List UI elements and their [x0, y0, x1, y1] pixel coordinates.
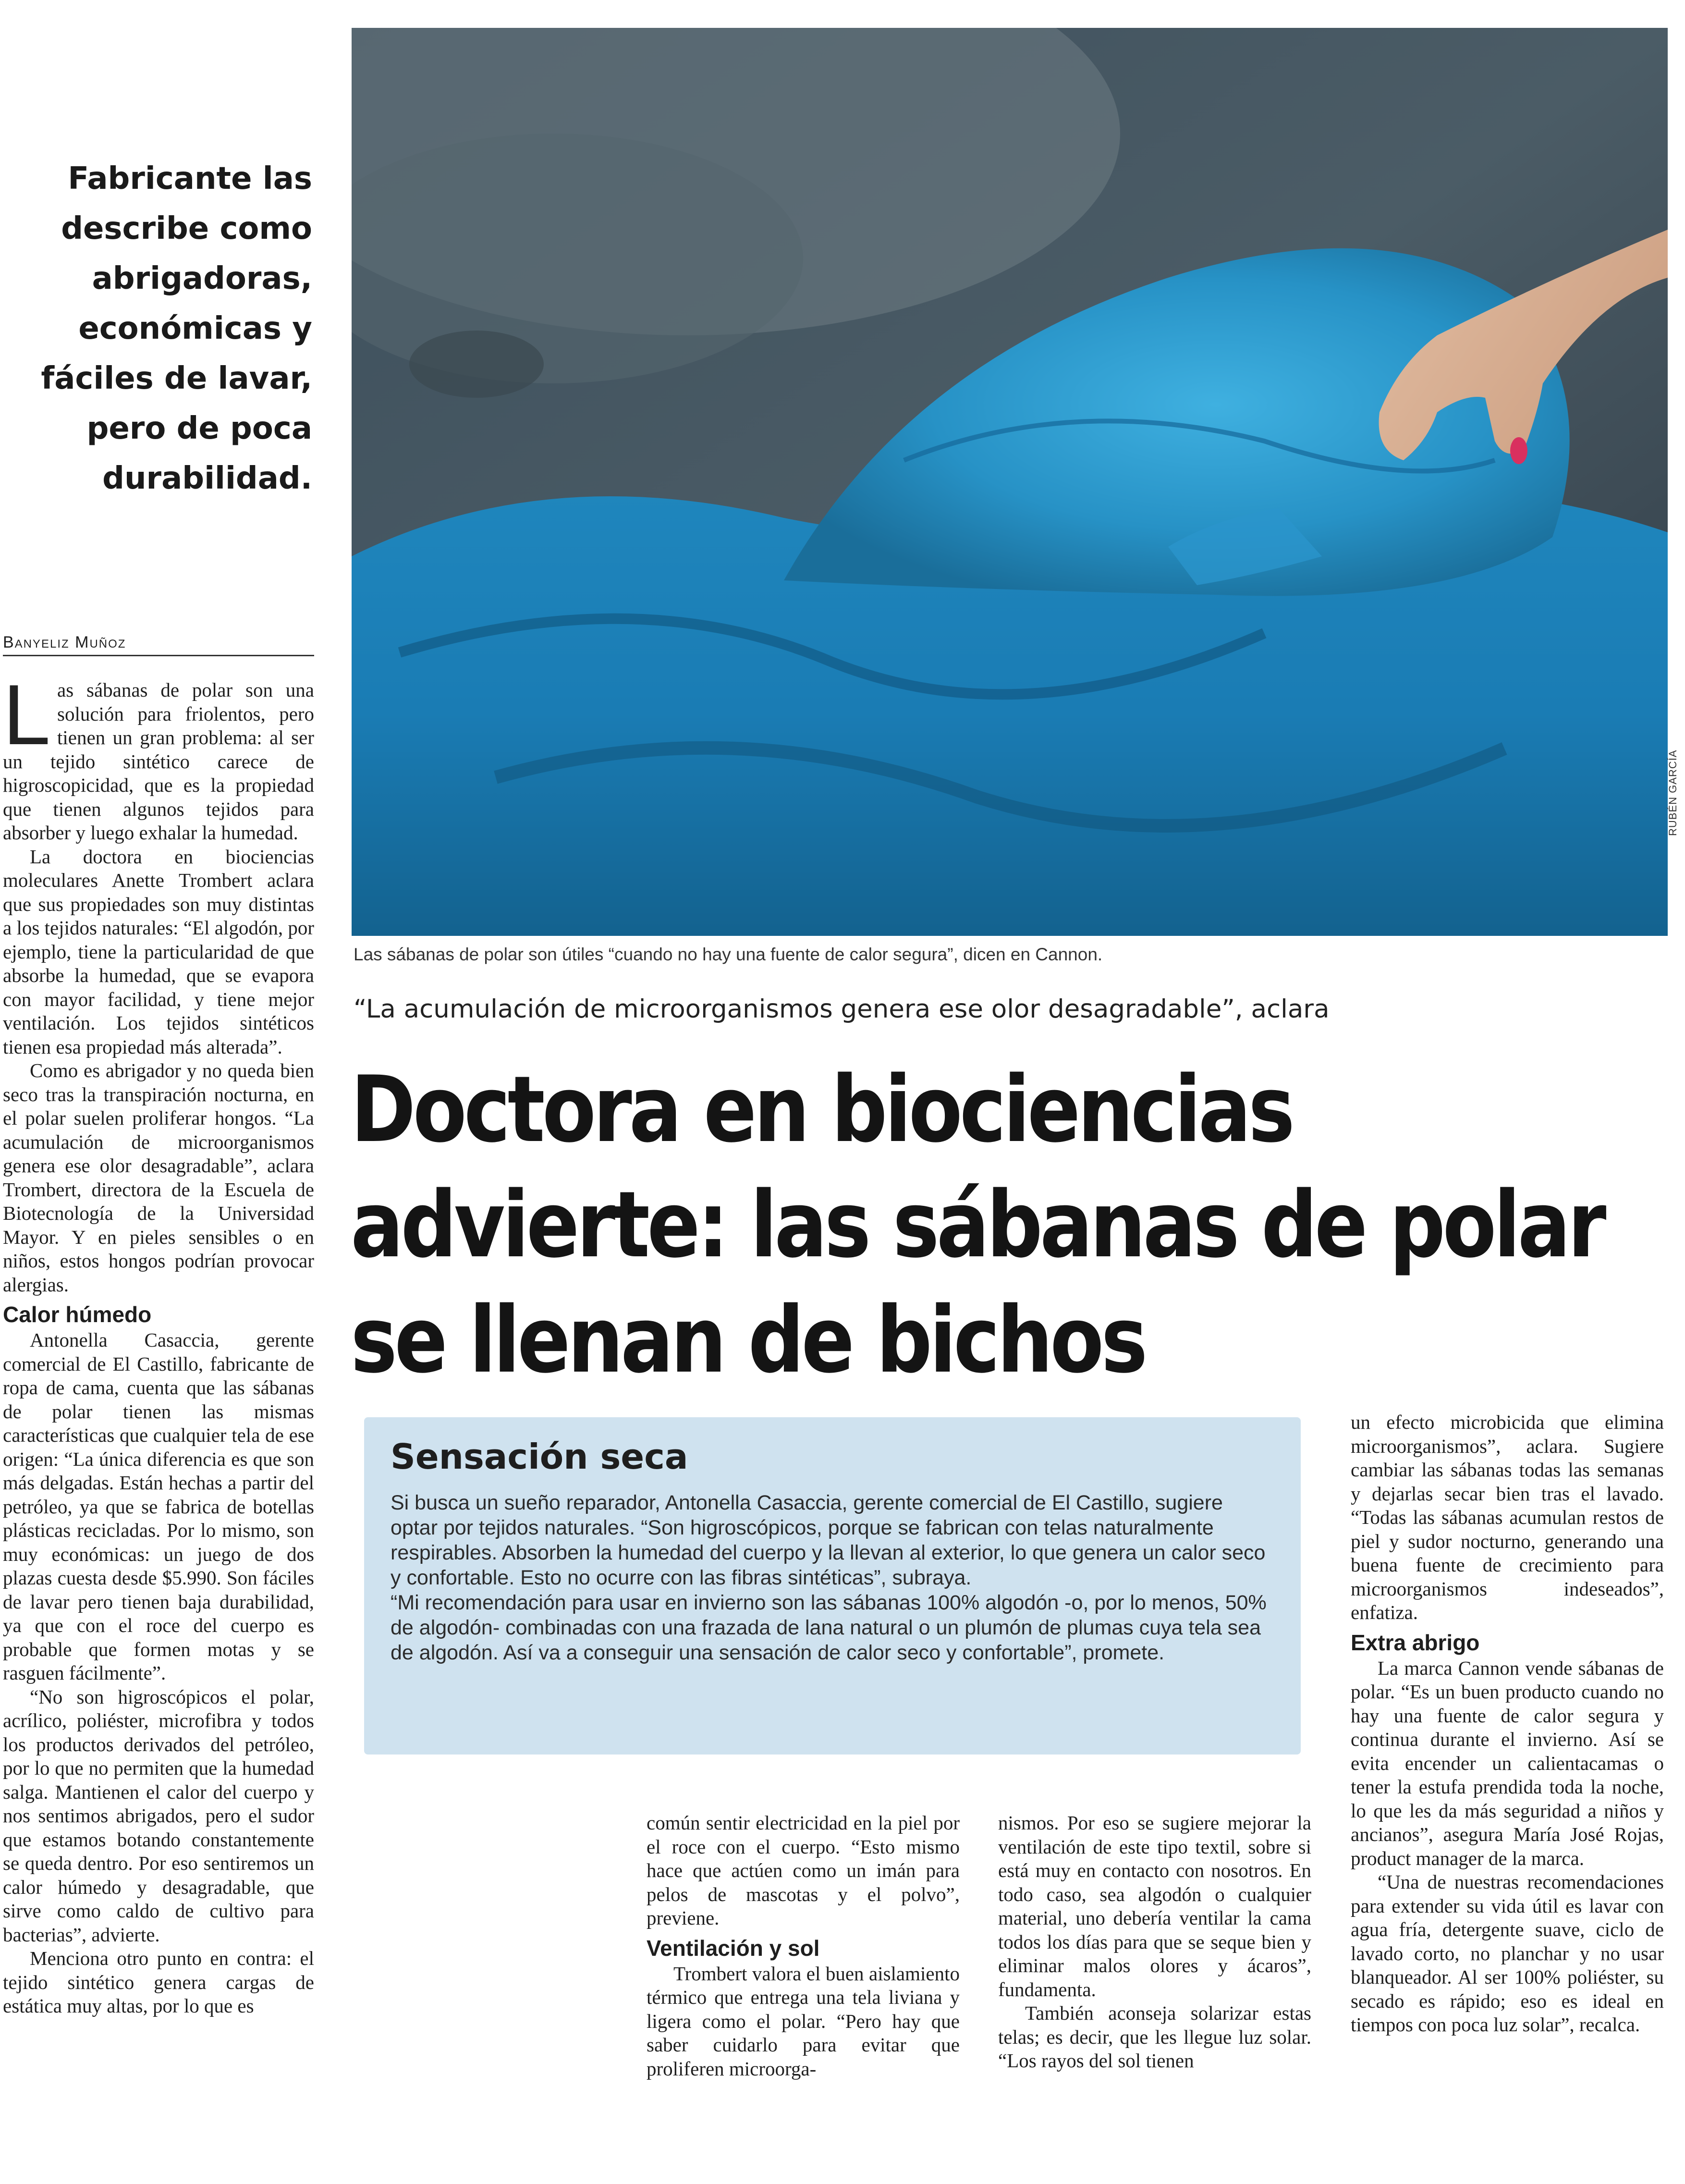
headline-line: Doctora en biociencias [351, 1056, 1293, 1163]
deck-line: abrigadoras, [92, 261, 312, 296]
paragraph-text: as sábanas de polar son una solución para friolentos, pero tienen un gran problema: al ser un tejido sintético carece de higroscopicidad, que es la propiedad que tienen algunos tejidos para absorber y luego exhalar la humedad. [3, 679, 314, 844]
paragraph [3, 667, 314, 845]
section-heading: Extra abrigo [1351, 1630, 1480, 1655]
paragraph: común sentir electricidad en la piel por el roce con el cuerpo. “Esto mismo hace que actúen como un imán para pelos de mascotas y el polvo”, previene. [647, 1812, 960, 1929]
headline-line: se llenan de bichos [351, 1287, 1145, 1393]
deck-line: describe como [61, 211, 312, 246]
fleece-sheets-image [352, 28, 1668, 936]
deck-line: económicas y [78, 311, 312, 346]
deck-line: Fabricante las [68, 161, 312, 196]
sidebar-title: Sensación seca [391, 1436, 688, 1477]
paragraph: Como es abrigador y no queda bien seco tras la transpiración nocturna, en el polar suelen proliferar hongos. “La acumulación de microorganismos genera ese olor desagradable”, aclara Trombert, directora de la Escuela de Biotecnología de la Universidad Mayor. Y en pieles sensibles o en niños, estos hongos podrían provocar alergias. [3, 1059, 314, 1296]
photo-credit: RUBÉN GARCÍA [1667, 749, 1679, 836]
sidebar-paragraph: “Mi recomendación para usar en invierno son las sábanas 100% algodón -o, por lo menos, 50% de algodón- combinadas con una frazada de lana natural o un plumón de plumas cuya tela sea de algodón. Así va a conseguir una sensación de calor seco y confortable”, promete. [391, 1591, 1267, 1664]
paragraph: un efecto microbicida que elimina microorganismos”, aclara. Sugiere cambiar las sábanas todas las semanas y dejarlas secar bien tras el lavado. “Todas las sábanas acumulan restos de piel y sudor nocturno, generando una buena fuente de crecimiento para microorganismos indeseados”, enfatiza. [1351, 1411, 1664, 1623]
drop-cap: L [3, 667, 50, 762]
deck-line: pero de poca [86, 411, 312, 446]
body-column-1 [3, 667, 314, 2018]
sidebar-box [364, 1417, 1301, 1755]
headline [351, 1052, 1604, 1398]
paragraph: La marca Cannon vende sábanas de polar. “Es un buen producto cuando no hay una fuente de calor segura y continua durante el invierno. Así se evita encender un calientacamas o tener la estufa prendida toda la noche, lo que les da más seguridad a niños y ancianos”, asegura María José Rojas, product manager de la marca. [1351, 1656, 1664, 1869]
paragraph: Trombert valora el buen aislamiento térmico que entrega una tela liviana y ligera como el polar. “Pero hay que saber cuidarlo para evitar que proliferen microorga- [647, 1962, 960, 2080]
sidebar-paragraph: Si busca un sueño reparador, Antonella Casaccia, gerente comercial de El Castillo, sugiere optar por tejidos naturales. “Son higroscópicos, porque se fabrican con telas naturalmente respirables. Absorben la humedad del cuerpo y la llevan al exterior, lo que genera un calor seco y confortable. Esto no ocurre con las fibras sintéticas”, subraya. [391, 1491, 1266, 1589]
paragraph: nismos. Por eso se sugiere mejorar la ventilación de este tipo textil, sobre si está muy en contacto con nosotros. En todo caso, sea algodón o cualquier material, uno debería ventilar la cama todos los días para que se seque bien y eliminar malos olores y ácaros”, fundamenta. [998, 1812, 1311, 2000]
paragraph: Antonella Casaccia, gerente comercial de El Castillo, fabricante de ropa de cama, cuenta que las sábanas de polar tienen las mismas características que cualquier tela de ese origen: “La única diferencia es que son más delgadas. Están hechas a partir del petróleo, ya que se fabrica de botellas plásticas recicladas. Por lo mismo, son muy económicas: un juego de dos plazas cuesta desde $5.990. Son fáciles de lavar pero tienen baja durabilidad, ya que con el roce del cuerpo es probable que formen motas y se rasguen fácilmente”. [3, 1329, 314, 1684]
body-column-4 [1351, 1411, 1664, 2037]
paragraph: “Una de nuestras recomendaciones para extender su vida útil es lavar con agua fría, detergente suave, ciclo de lavado corto, no planchar y no usar blanqueador. Al ser 100% poliéster, su secado es rápido; eso es ideal en tiempos con poca luz solar”, recalca. [1351, 1871, 1664, 2036]
deck-line: fáciles de lavar, [41, 361, 312, 396]
deck-line: durabilidad. [102, 461, 312, 496]
paragraph: Menciona otro punto en contra: el tejido sintético genera cargas de estática muy altas, por lo que es [3, 1947, 314, 2017]
section-heading: Calor húmedo [3, 1302, 152, 1327]
article-deck [29, 154, 312, 503]
kicker-quote: “La acumulación de microorganismos genera ese olor desagradable”, aclara [354, 994, 1330, 1024]
byline: Banyeliz Muñoz [3, 633, 314, 656]
photo-caption: Las sábanas de polar son útiles “cuando no hay una fuente de calor segura”, dicen en Cannon. [354, 945, 1103, 964]
headline-line: advierte: las sábanas de polar [351, 1172, 1604, 1278]
paragraph: La doctora en biociencias moleculares Anette Trombert aclara que sus propiedades son muy distintas a los tejidos naturales: “El algodón, por ejemplo, tiene la particularidad de que absorbe la humedad, que se evapora con mayor facilidad, y tiene mejor ventilación. Los tejidos sintéticos tienen esa propiedad más alterada”. [3, 845, 314, 1058]
body-column-2 [647, 1811, 960, 2081]
paragraph: También aconseja solarizar estas telas; es decir, que les llegue luz solar. “Los rayos del sol tienen [998, 2002, 1311, 2072]
section-heading: Ventilación y sol [647, 1935, 820, 1961]
paragraph: “No son higroscópicos el polar, acrílico, poliéster, microfibra y todos los productos derivados del petróleo, por lo que no permiten que la humedad salga. Mantienen el calor del cuerpo y nos sentimos abrigados, pero el sudor que estamos botando constantemente se queda dentro. Por eso sentiremos un calor húmedo y desagradable, que sirve como caldo de cultivo para bacterias”, advierte. [3, 1685, 314, 1946]
body-column-3 [998, 1811, 1311, 2073]
article-photo [352, 28, 1668, 936]
